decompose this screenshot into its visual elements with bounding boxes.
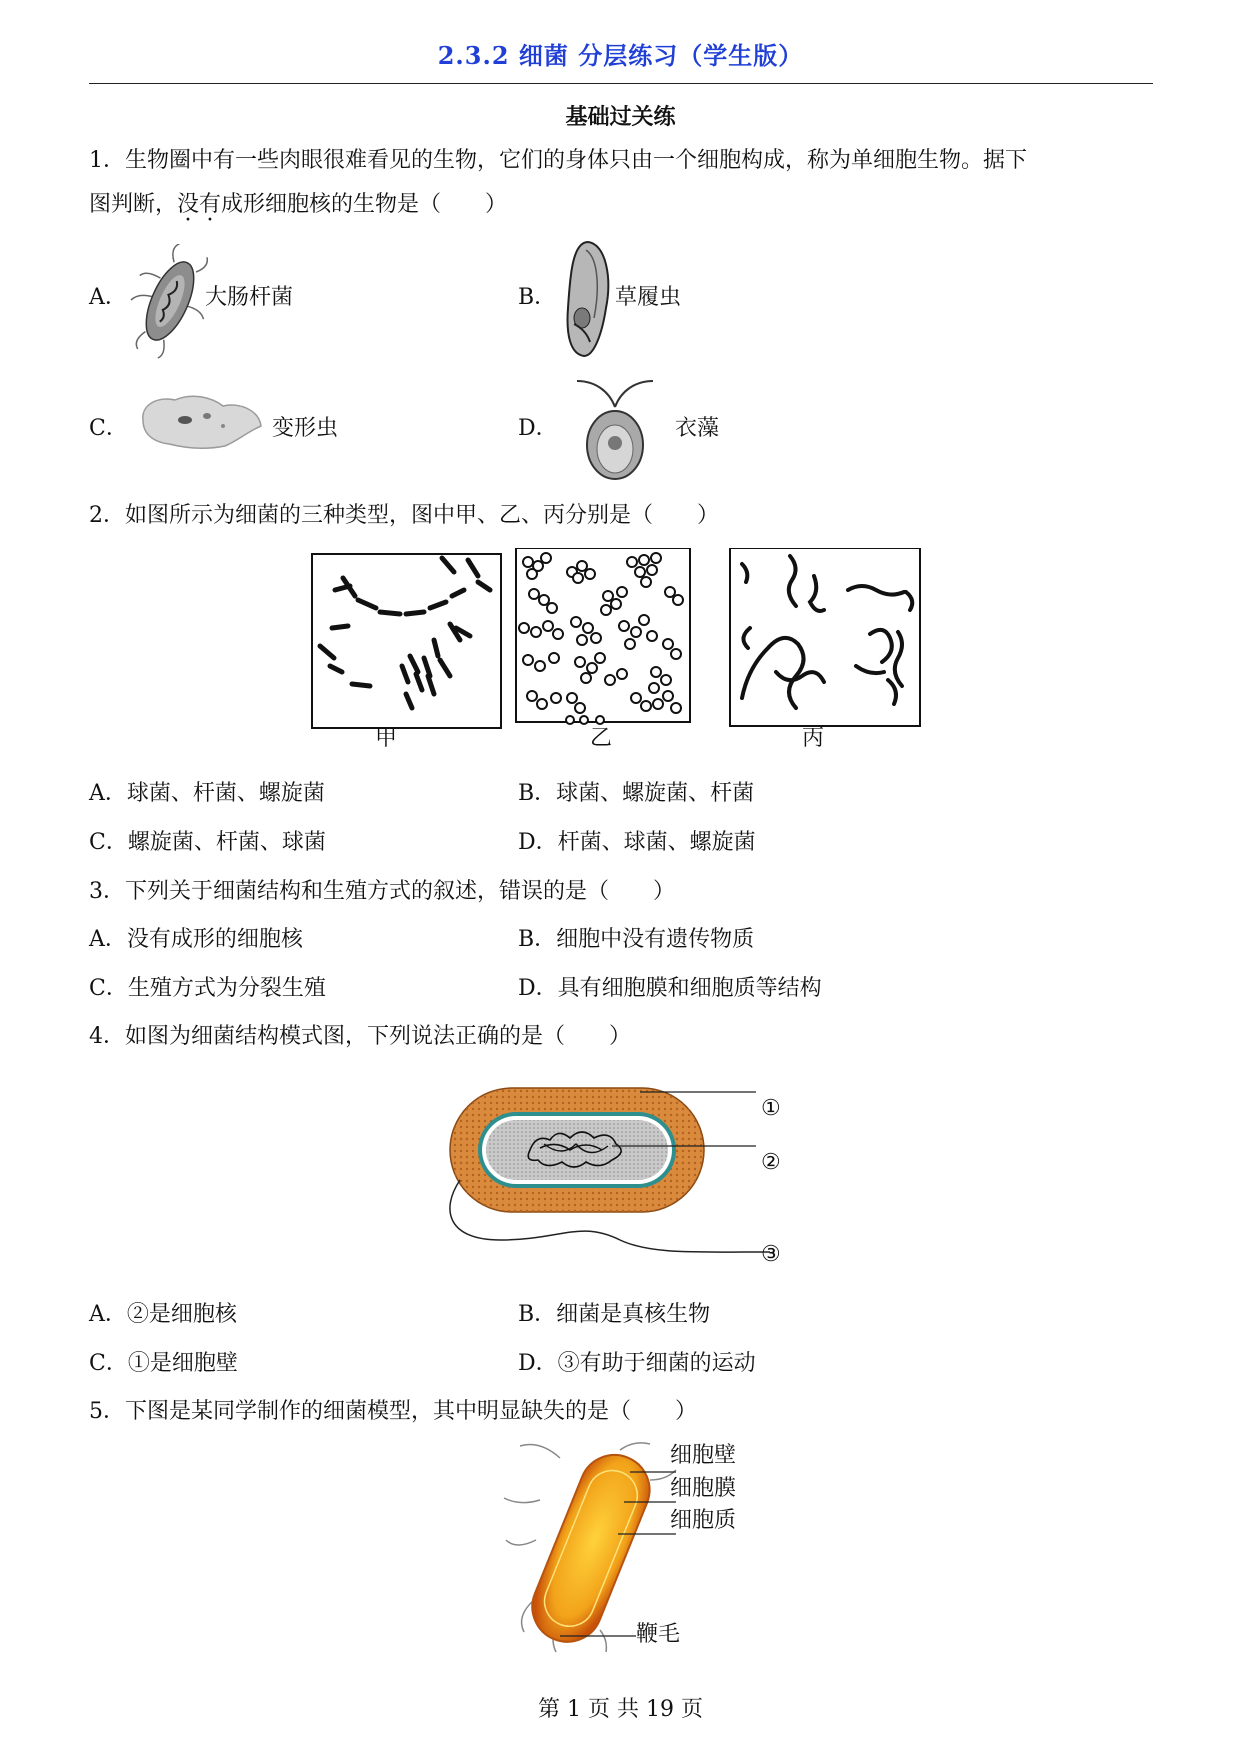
q5-label-cell-wall: 细胞壁 xyxy=(670,1443,737,1468)
q4-marker-2: ② xyxy=(761,1150,781,1175)
q1-stem-pre: 图判断， xyxy=(89,192,178,217)
q5-stem: 5．下图是某同学制作的细菌模型，其中明显缺失的是（ ） xyxy=(89,1399,697,1424)
q2-panel-label-jia: 甲 xyxy=(375,726,398,751)
q1-option-a-label: 大肠杆菌 xyxy=(205,285,294,310)
q5-label-cytoplasm: 细胞质 xyxy=(670,1508,737,1533)
q1-option-c-label: 变形虫 xyxy=(272,416,339,441)
page-footer: 第 1 页 共 19 页 xyxy=(538,1697,703,1722)
page-title: 2.3.2 细菌 分层练习（学生版） xyxy=(437,41,804,70)
q1-option-c-letter[interactable]: C． xyxy=(89,416,128,441)
q4-option-a[interactable]: A．②是细胞核 xyxy=(89,1302,237,1327)
q1-emph-char: 没 xyxy=(177,192,200,217)
header-rule xyxy=(89,83,1153,84)
q2-panel-label-yi: 乙 xyxy=(590,726,613,751)
q4-option-b[interactable]: B．细菌是真核生物 xyxy=(518,1302,711,1327)
q5-label-flagellum: 鞭毛 xyxy=(636,1622,681,1647)
q2-panel-label-bing: 丙 xyxy=(802,726,825,751)
q1-stem-line1: 1．生物圈中有一些肉眼很难看见的生物，它们的身体只由一个细胞构成，称为单细胞生物。据下 xyxy=(89,148,1028,173)
q1-option-b-letter[interactable]: B． xyxy=(518,285,557,310)
q1-stem-post: 成形细胞核的生物是（ ） xyxy=(221,192,508,217)
q3-option-a[interactable]: A．没有成形的细胞核 xyxy=(89,927,303,952)
q4-option-c[interactable]: C．①是细胞壁 xyxy=(89,1351,238,1376)
q2-option-a[interactable]: A．球菌、杆菌、螺旋菌 xyxy=(89,781,325,806)
section-title: 基础过关练 xyxy=(565,104,676,130)
bacterium-structure-figure xyxy=(440,1070,800,1270)
q4-marker-3: ③ xyxy=(761,1242,781,1267)
amoeba-image xyxy=(135,390,265,452)
q3-stem: 3．下列关于细菌结构和生殖方式的叙述，错误的是（ ） xyxy=(89,879,675,904)
q3-option-b[interactable]: B．细胞中没有遗传物质 xyxy=(518,927,755,952)
q1-option-d-label: 衣藻 xyxy=(675,416,720,441)
ecoli-image xyxy=(130,244,210,359)
q2-option-d[interactable]: D．杆菌、球菌、螺旋菌 xyxy=(518,830,756,855)
q4-stem: 4．如图为细菌结构模式图，下列说法正确的是（ ） xyxy=(89,1024,631,1049)
q5-label-cell-membrane: 细胞膜 xyxy=(670,1476,737,1501)
q1-emph-char: 有 xyxy=(199,192,222,217)
paramecium-image xyxy=(560,238,618,360)
q1-option-b-label: 草履虫 xyxy=(615,285,682,310)
q3-option-c[interactable]: C．生殖方式为分裂生殖 xyxy=(89,976,326,1001)
q2-option-b[interactable]: B．球菌、螺旋菌、杆菌 xyxy=(518,781,755,806)
q1-option-d-letter[interactable]: D． xyxy=(518,416,558,441)
q4-marker-1: ① xyxy=(761,1096,781,1121)
q2-stem: 2．如图所示为细菌的三种类型，图中甲、乙、丙分别是（ ） xyxy=(89,503,719,528)
q3-option-d[interactable]: D．具有细胞膜和细胞质等结构 xyxy=(518,976,822,1001)
q2-option-c[interactable]: C．螺旋菌、杆菌、球菌 xyxy=(89,830,326,855)
bacteria-types-figure xyxy=(310,548,922,758)
q1-option-a-letter[interactable]: A． xyxy=(89,285,127,310)
q1-stem-line2 xyxy=(89,190,507,220)
chlamydomonas-image xyxy=(565,373,665,481)
q4-option-d[interactable]: D．③有助于细菌的运动 xyxy=(518,1351,756,1376)
